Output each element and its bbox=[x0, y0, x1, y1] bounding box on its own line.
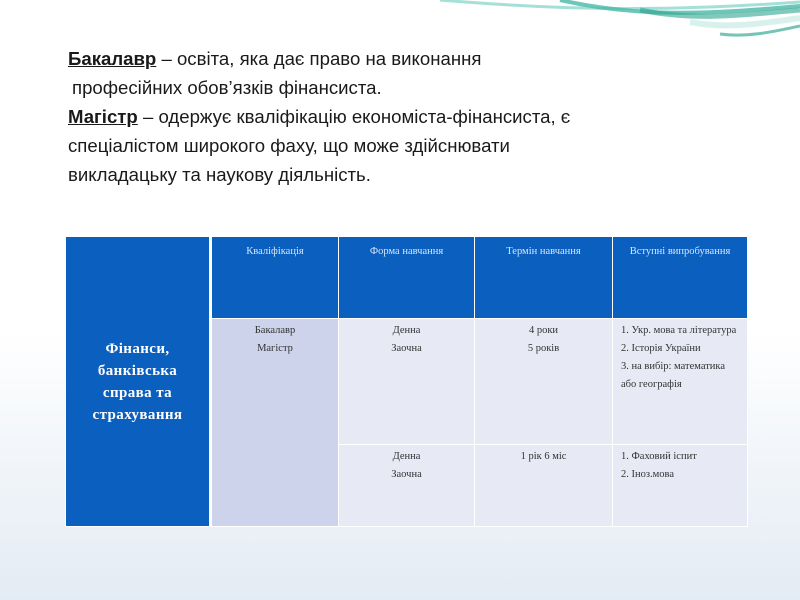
header-study-term: Термін навчання bbox=[475, 237, 613, 319]
study-form-full-time: Денна bbox=[392, 451, 421, 462]
study-term-4-years: 4 роки bbox=[528, 325, 559, 336]
header-qualification: Кваліфікація bbox=[211, 237, 339, 319]
study-term-1-year-6-months: 1 рік 6 міс bbox=[520, 451, 567, 462]
intro-line-4: спеціалістом широкого фаху, що може здійснювати bbox=[68, 135, 510, 156]
study-form-cell bbox=[339, 445, 475, 527]
study-form-part-time: Заочна bbox=[391, 469, 422, 480]
category-cell bbox=[66, 237, 211, 527]
study-term-5-years: 5 років bbox=[527, 343, 560, 354]
intro-line-3 bbox=[68, 102, 768, 131]
header-exams: Вступні випробування bbox=[613, 237, 748, 319]
category-label: Фінанси, банківська справа та страхування bbox=[92, 340, 183, 423]
intro-line-5: викладацьку та наукову діяльність. bbox=[68, 164, 371, 185]
study-term-cell bbox=[475, 445, 613, 527]
header-study-form: Форма навчання bbox=[339, 237, 475, 319]
intro-text bbox=[68, 44, 768, 189]
table-header-row bbox=[66, 237, 748, 319]
study-form-cell bbox=[339, 319, 475, 445]
study-form-part-time: Заочна bbox=[391, 343, 422, 354]
exam-item: 3. на вибір: математика або географія bbox=[621, 361, 726, 390]
exam-item: 2. Іноз.мова bbox=[621, 469, 675, 480]
exams-cell bbox=[613, 319, 748, 445]
study-term-cell bbox=[475, 319, 613, 445]
programs-table bbox=[65, 236, 748, 527]
qualification-master: Магістр bbox=[257, 343, 293, 354]
master-term: Магістр bbox=[68, 106, 138, 127]
exams-cell bbox=[613, 445, 748, 527]
intro-line-1 bbox=[68, 44, 768, 73]
bachelor-definition: – освіта, яка дає право на виконання bbox=[156, 48, 482, 69]
exam-item: 2. Історія України bbox=[621, 343, 701, 354]
exam-item: 1. Укр. мова та література bbox=[621, 325, 737, 336]
intro-line-2: професійних обов’язків фінансиста. bbox=[72, 77, 382, 98]
bachelor-term: Бакалавр bbox=[68, 48, 157, 69]
study-form-full-time: Денна bbox=[392, 325, 421, 336]
master-definition: – одержує кваліфікацію економіста-фінансиста, є bbox=[137, 106, 571, 127]
qualification-bachelor: Бакалавр bbox=[254, 325, 296, 336]
qualification-cell bbox=[211, 319, 339, 527]
exam-item: 1. Фаховий іспит bbox=[621, 451, 697, 462]
